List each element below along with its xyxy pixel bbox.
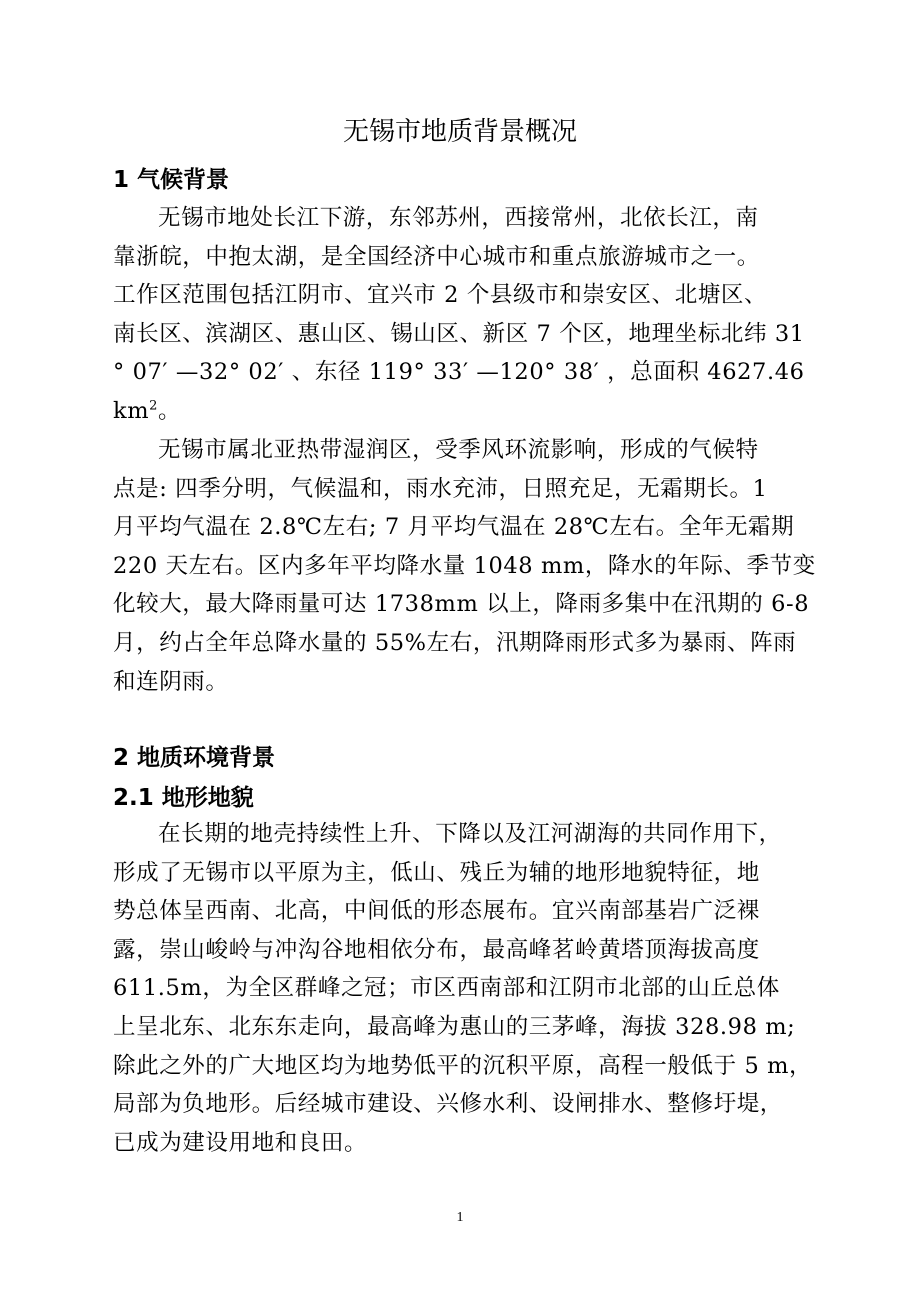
text-line: 和连阴雨。: [113, 668, 229, 695]
area-unit: km: [113, 397, 150, 424]
text-line: 月平均气温在 2.8℃左右; 7 月平均气温在 28℃左右。全年无霜期: [113, 514, 795, 541]
text-line: 611.5m，为全区群峰之冠；市区西南部和江阴市北部的山丘总体: [113, 975, 780, 1002]
text-line: [113, 392, 813, 431]
text-line: 靠浙皖，中抱太湖，是全国经济中心城市和重点旅游城市之一。: [113, 243, 760, 270]
text-line: 220 天左右。区内多年平均降水量 1048 mm，降水的年际、季节变: [113, 552, 816, 579]
page-number: 1: [456, 1210, 464, 1225]
paragraph-location: [113, 199, 813, 431]
text-line: 在长期的地壳持续性上升、下降以及江河湖海的共同作用下，: [158, 821, 782, 847]
text-line: 势总体呈西南、北高，中间低的形态展布。宜兴南部基岩广泛裸: [113, 898, 760, 925]
text-line: 无锡市地处长江下游，东邻苏州，西接常州，北依长江，南: [158, 205, 759, 231]
text-line: 露，崇山峻岭与冲沟谷地相依分布，最高峰茗岭黄塔顶海拔高度: [113, 936, 760, 963]
sentence-end: 。: [158, 397, 182, 424]
text-line: 工作区范围包括江阴市、宜兴市 2 个县级市和崇安区、北塘区、: [113, 282, 768, 309]
text-line: 形成了无锡市以平原为主，低山、残丘为辅的地形地貌特征，地: [113, 859, 760, 886]
page-title: 无锡市地质背景概况: [342, 117, 577, 147]
section-heading-climate: 1 气候背景: [113, 167, 230, 193]
paragraph-landform: [113, 815, 813, 1162]
text-line: 月，约占全年总降水量的 55%左右，汛期降雨形式多为暴雨、阵雨: [113, 629, 797, 656]
area-unit-exponent: 2: [149, 398, 159, 414]
section-heading-geology: 2 地质环境背景: [113, 745, 276, 771]
subsection-heading-landform: 2.1 地形地貌: [113, 785, 254, 811]
text-line: 局部为负地形。后经城市建设、兴修水利、设闸排水、整修圩堤，: [113, 1091, 783, 1118]
text-line: 无锡市属北亚热带湿润区，受季风环流影响，形成的气候特: [158, 437, 759, 463]
text-line: 南长区、滨湖区、惠山区、锡山区、新区 7 个区，地理坐标北纬 31: [113, 320, 805, 347]
text-line: ° 07′ —32° 02′ 、东径 119° 33′ —120° 38′ ，总面积 4627.46: [113, 359, 805, 386]
text-line: 除此之外的广大地区均为地势低平的沉积平原，高程一般低于 5 m，: [113, 1052, 813, 1079]
paragraph-climate: [113, 431, 816, 701]
text-line: 已成为建设用地和良田。: [113, 1129, 368, 1156]
text-line: 化较大，最大降雨量可达 1738mm 以上，降雨多集中在汛期的 6-8: [113, 591, 810, 618]
text-line: 上呈北东、北东东走向，最高峰为惠山的三茅峰，海拔 328.98 m;: [113, 1013, 796, 1040]
text-line: 点是: 四季分明，气候温和，雨水充沛，日照充足，无霜期长。1: [113, 475, 768, 502]
